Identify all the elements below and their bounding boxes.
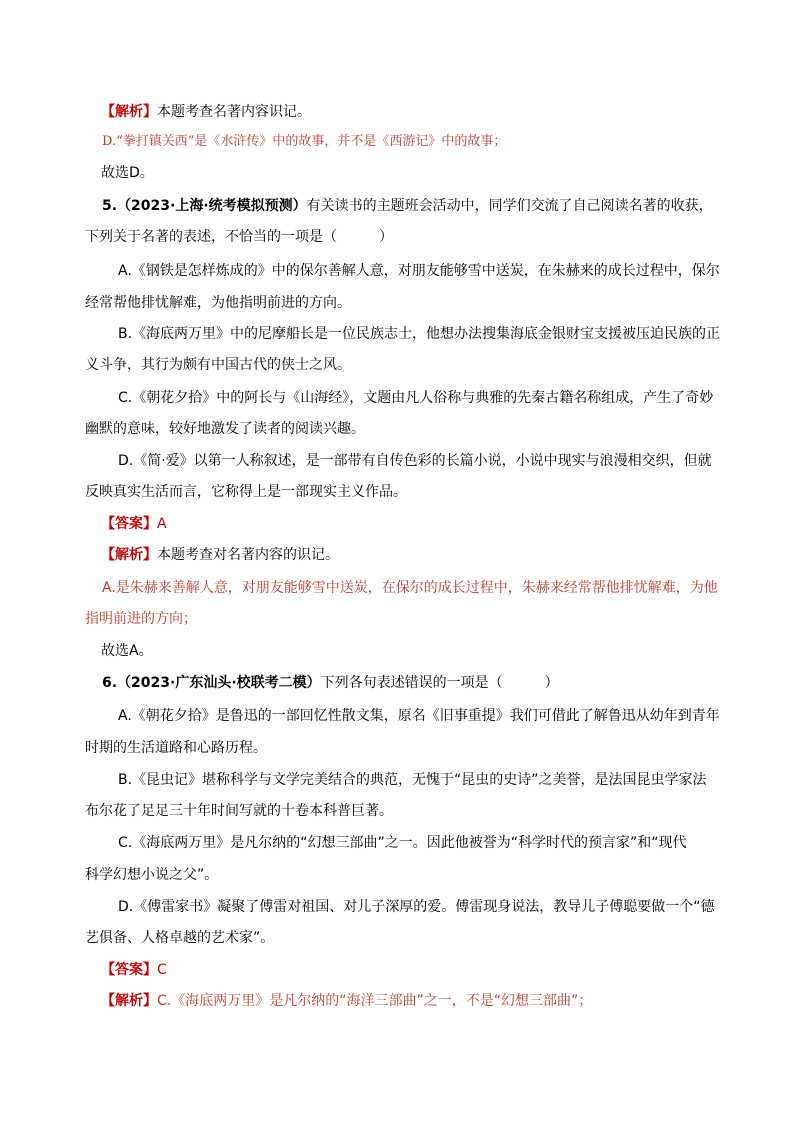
q5-option-c-2: 幽默的意味，较好地激发了读者的阅读兴趣。 [85, 421, 365, 437]
q5-explanation-1: A.是朱赫来善解人意，对朋友能够雪中送炭，在保尔的成长过程中，朱赫来经常帮他排忧解难，为他 [102, 580, 718, 596]
answer-label: 【答案】 [101, 516, 157, 532]
q6-option-b-2: 布尔花了足足三十年时间写就的十卷本科普巨著。 [85, 803, 393, 819]
q6-stem-line [102, 673, 559, 693]
q5-option-a-2: 经常帮他排忧解难，为他指明前进的方向。 [85, 295, 351, 311]
q6-answer-line [101, 960, 167, 980]
q6-analysis-line [101, 991, 592, 1011]
q6-option-a-1: A.《朝花夕拾》是鲁迅的一部回忆性散文集，原名《旧事重提》我们可借此了解鲁迅从幼年到青年 [118, 708, 720, 724]
q6-option-a-2: 时期的生活道路和心路历程。 [85, 740, 267, 756]
q6-source: 6.（2023·广东汕头·校联考二模） [102, 675, 321, 691]
q6-stem: 下列各句表述错误的一项是（ ） [320, 675, 559, 691]
q5-option-c-1: C.《朝花夕拾》中的阿长与《山海经》，文题由凡人俗称与典雅的先秦古籍名称组成，产生了奇妙 [118, 390, 714, 406]
q6-answer: C [157, 962, 167, 978]
q6-option-d-1: D.《傅雷家书》凝聚了傅雷对祖国、对儿子深厚的爱。傅雷现身说法，教导儿子傅聪要做一个“德 [118, 899, 715, 915]
analysis-text: 本题考查名著内容识记。 [157, 104, 311, 120]
analysis-label: 【解析】 [101, 993, 157, 1009]
q5-answer: A [157, 516, 167, 532]
q5-option-d-2: 反映真实生活而言，它称得上是一部现实主义作品。 [85, 484, 407, 500]
q6-option-c-1: C.《海底两万里》是凡尔纳的“幻想三部曲”之一。因此他被誉为“科学时代的预言家”和“现代 [118, 835, 687, 851]
q5-analysis-line [101, 545, 339, 565]
q5-explanation-2: 指明前进的方向； [85, 611, 197, 627]
q5-option-a-1: A.《钢铁是怎样炼成的》中的保尔善解人意，对朋友能够雪中送炭，在朱赫来的成长过程中，保尔 [118, 263, 720, 279]
choose-d: 故选D。 [101, 165, 154, 181]
analysis-line-prev [101, 102, 311, 122]
q5-option-d-1: D.《简·爱》以第一人称叙述，是一部带有自传色彩的长篇小说，小说中现实与浪漫相交织，但就 [118, 453, 712, 469]
analysis-label: 【解析】 [101, 104, 157, 120]
option-d-explanation: D.“拳打镇关西”是《水浒传》中的故事，并不是《西游记》中的故事； [102, 134, 507, 149]
q5-answer-line [101, 514, 167, 534]
q6-option-b-1: B.《昆虫记》堪称科学与文学完美结合的典范，无愧于“昆虫的史诗”之美誉，是法国昆虫学家法 [118, 772, 707, 788]
analysis-label: 【解析】 [101, 547, 157, 563]
q6-option-c-2: 科学幻想小说之父”。 [85, 867, 219, 883]
q5-stem-line2: 下列关于名著的表述，不恰当的一项是（ ） [85, 229, 393, 245]
q5-source: 5.（2023·上海·统考模拟预测） [102, 198, 307, 214]
choose-a: 故选A。 [101, 643, 153, 659]
q5-stem-line1 [102, 196, 713, 216]
q5-stem-1: 有关读书的主题班会活动中，同学们交流了自己阅读名著的收获， [306, 198, 713, 214]
q6-explanation: C.《海底两万里》是凡尔纳的“海洋三部曲”之一，不是“幻想三部曲”； [157, 993, 593, 1009]
q5-option-b-1: B.《海底两万里》中的尼摩船长是一位民族志士，他想办法搜集海底金银财宝支援被压迫民族的正 [118, 326, 721, 342]
answer-label: 【答案】 [101, 962, 157, 978]
q5-option-b-2: 义斗争，其行为颇有中国古代的侠士之风。 [85, 357, 351, 373]
q5-analysis-text: 本题考查对名著内容的识记。 [157, 547, 339, 563]
q6-option-d-2: 艺俱备、人格卓越的艺术家”。 [85, 930, 275, 946]
